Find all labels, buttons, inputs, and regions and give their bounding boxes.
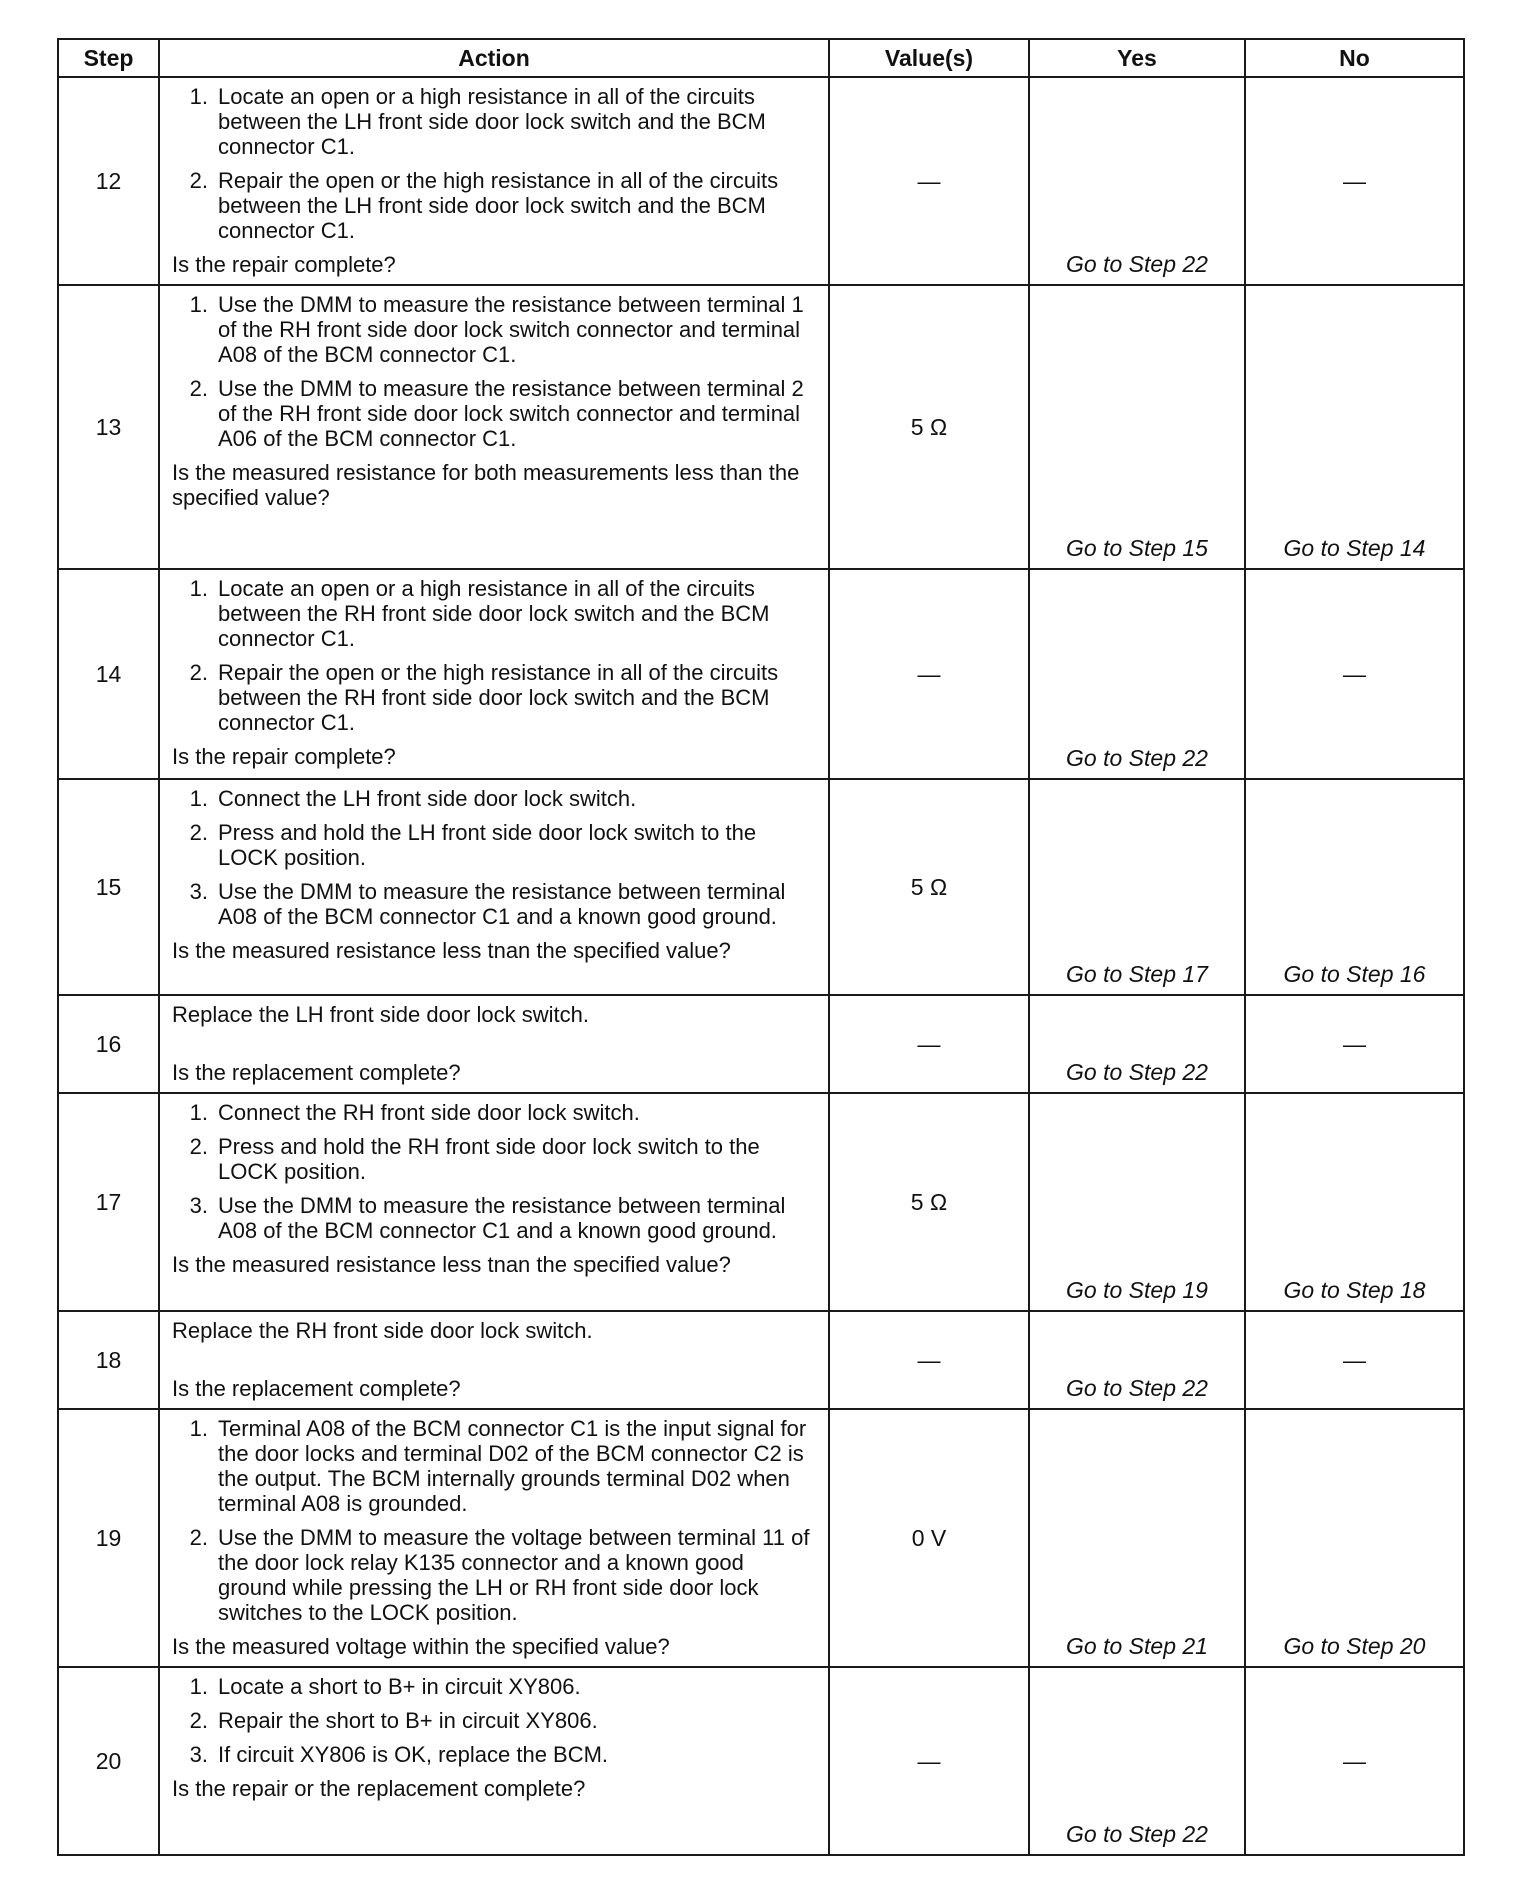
action-step-text: Use the DMM to measure the resistance between terminal A08 of the BCM connector C1 and a known good ground. xyxy=(218,879,786,929)
header-action: Action xyxy=(159,39,829,77)
table-row xyxy=(58,1667,1464,1855)
action-cell xyxy=(159,1093,829,1311)
yes-cell: Go to Step 19 xyxy=(1029,1093,1245,1311)
action-step-number: 3. xyxy=(189,1193,208,1218)
no-cell: — xyxy=(1245,77,1464,285)
yes-cell: Go to Step 17 xyxy=(1029,779,1245,995)
action-step xyxy=(172,576,816,651)
action-step-text: Use the DMM to measure the resistance between terminal 2 of the RH front side door lock switch connector and terminal A06 of the BCM connector C1. xyxy=(218,376,804,451)
table-row xyxy=(58,779,1464,995)
no-cell: Go to Step 14 xyxy=(1245,285,1464,569)
action-step-number: 1. xyxy=(189,786,208,811)
action-step-text: If circuit XY806 is OK, replace the BCM. xyxy=(218,1742,609,1767)
action-step-text: Use the DMM to measure the voltage between terminal 11 of the door lock relay K135 connector and a known good ground while pressing the LH or RH front side door lock switches to the LOCK position. xyxy=(218,1525,810,1625)
action-step xyxy=(172,292,816,367)
action-step xyxy=(172,879,816,929)
step-number: 15 xyxy=(58,779,159,995)
action-steps-list xyxy=(172,292,816,451)
action-step xyxy=(172,1100,816,1125)
action-step xyxy=(172,1708,816,1733)
action-step-text: Connect the RH front side door lock switch. xyxy=(218,1100,640,1125)
action-step xyxy=(172,84,816,159)
action-steps-list xyxy=(172,576,816,735)
action-step-number: 1. xyxy=(189,84,208,109)
action-step-number: 1. xyxy=(189,292,208,317)
action-step-text: Terminal A08 of the BCM connector C1 is the input signal for the door locks and terminal D02 of the BCM connector C2 is the output. The BCM internally grounds terminal D02 when terminal A08 is grounded. xyxy=(218,1416,807,1516)
action-cell xyxy=(159,1311,829,1409)
no-cell: — xyxy=(1245,995,1464,1093)
no-cell: — xyxy=(1245,569,1464,779)
action-step xyxy=(172,1525,816,1625)
step-number: 16 xyxy=(58,995,159,1093)
action-instruction: Replace the RH front side door lock switch. xyxy=(172,1318,593,1343)
yes-cell: Go to Step 22 xyxy=(1029,77,1245,285)
action-steps-list xyxy=(172,1100,816,1243)
action-steps-list xyxy=(172,84,816,243)
action-step-number: 2. xyxy=(189,1708,208,1733)
action-step-text: Press and hold the LH front side door lock switch to the LOCK position. xyxy=(218,820,757,870)
table-row xyxy=(58,1311,1464,1409)
action-question: Is the replacement complete? xyxy=(172,1376,461,1401)
action-cell xyxy=(159,995,829,1093)
step-number: 14 xyxy=(58,569,159,779)
action-cell xyxy=(159,569,829,779)
action-cell xyxy=(159,779,829,995)
yes-cell: Go to Step 21 xyxy=(1029,1409,1245,1667)
action-step xyxy=(172,168,816,243)
action-step-number: 2. xyxy=(189,376,208,401)
diagnostic-table xyxy=(57,38,1465,1856)
table-row xyxy=(58,77,1464,285)
step-number: 19 xyxy=(58,1409,159,1667)
value-cell: — xyxy=(829,1311,1029,1409)
action-step xyxy=(172,820,816,870)
action-step xyxy=(172,1742,816,1767)
value-cell: — xyxy=(829,995,1029,1093)
table-body xyxy=(58,77,1464,1855)
yes-cell: Go to Step 22 xyxy=(1029,995,1245,1093)
action-step-number: 2. xyxy=(189,1134,208,1159)
action-step-number: 1. xyxy=(189,576,208,601)
step-number: 12 xyxy=(58,77,159,285)
action-step-text: Repair the open or the high resistance in all of the circuits between the RH front side door lock switch and the BCM connector C1. xyxy=(218,660,779,735)
action-step xyxy=(172,1416,816,1516)
action-step-number: 1. xyxy=(189,1100,208,1125)
no-cell: — xyxy=(1245,1311,1464,1409)
action-step xyxy=(172,1134,816,1184)
action-step-number: 2. xyxy=(189,1525,208,1550)
action-question: Is the measured resistance less tnan the specified value? xyxy=(172,1252,731,1277)
action-steps-list xyxy=(172,1674,816,1767)
action-cell xyxy=(159,77,829,285)
header-no: No xyxy=(1245,39,1464,77)
action-question: Is the measured voltage within the specified value? xyxy=(172,1634,670,1659)
action-cell xyxy=(159,1409,829,1667)
yes-cell: Go to Step 22 xyxy=(1029,569,1245,779)
action-step xyxy=(172,1193,816,1243)
table-row xyxy=(58,1093,1464,1311)
action-step-number: 2. xyxy=(189,168,208,193)
action-step xyxy=(172,376,816,451)
action-step-text: Use the DMM to measure the resistance between terminal A08 of the BCM connector C1 and a known good ground. xyxy=(218,1193,786,1243)
action-step xyxy=(172,660,816,735)
action-step-text: Use the DMM to measure the resistance between terminal 1 of the RH front side door lock switch connector and terminal A08 of the BCM connector C1. xyxy=(218,292,804,367)
table-row xyxy=(58,285,1464,569)
value-cell: 5 Ω xyxy=(829,285,1029,569)
action-question: Is the measured resistance less tnan the specified value? xyxy=(172,938,731,963)
header-yes: Yes xyxy=(1029,39,1245,77)
no-cell: — xyxy=(1245,1667,1464,1855)
no-cell: Go to Step 18 xyxy=(1245,1093,1464,1311)
step-number: 17 xyxy=(58,1093,159,1311)
value-cell: 5 Ω xyxy=(829,1093,1029,1311)
yes-cell: Go to Step 22 xyxy=(1029,1667,1245,1855)
action-step-number: 3. xyxy=(189,879,208,904)
action-question: Is the measured resistance for both measurements less than the specified value? xyxy=(172,460,800,510)
action-steps-list xyxy=(172,1416,816,1625)
action-question: Is the repair complete? xyxy=(172,252,396,277)
value-cell: 5 Ω xyxy=(829,779,1029,995)
action-question: Is the repair or the replacement complete? xyxy=(172,1776,586,1801)
action-step-number: 2. xyxy=(189,660,208,685)
no-cell: Go to Step 16 xyxy=(1245,779,1464,995)
table-row xyxy=(58,995,1464,1093)
action-step-text: Locate a short to B+ in circuit XY806. xyxy=(218,1674,581,1699)
value-cell: — xyxy=(829,77,1029,285)
action-steps-list xyxy=(172,786,816,929)
action-question: Is the replacement complete? xyxy=(172,1060,461,1085)
action-step-number: 1. xyxy=(189,1674,208,1699)
step-number: 13 xyxy=(58,285,159,569)
action-instruction: Replace the LH front side door lock switch. xyxy=(172,1002,589,1027)
action-cell xyxy=(159,1667,829,1855)
header-step: Step xyxy=(58,39,159,77)
action-step-text: Repair the short to B+ in circuit XY806. xyxy=(218,1708,598,1733)
action-step-number: 1. xyxy=(189,1416,208,1441)
action-step-number: 3. xyxy=(189,1742,208,1767)
action-step-text: Repair the open or the high resistance in all of the circuits between the LH front side door lock switch and the BCM connector C1. xyxy=(218,168,779,243)
table-row xyxy=(58,1409,1464,1667)
action-step-text: Connect the LH front side door lock switch. xyxy=(218,786,637,811)
header-row xyxy=(58,39,1464,77)
value-cell: 0 V xyxy=(829,1409,1029,1667)
action-step-text: Press and hold the RH front side door lock switch to the LOCK position. xyxy=(218,1134,760,1184)
step-number: 18 xyxy=(58,1311,159,1409)
table-row xyxy=(58,569,1464,779)
action-step-text: Locate an open or a high resistance in all of the circuits between the LH front side door lock switch and the BCM connector C1. xyxy=(218,84,766,159)
action-cell xyxy=(159,285,829,569)
value-cell: — xyxy=(829,1667,1029,1855)
step-number: 20 xyxy=(58,1667,159,1855)
yes-cell: Go to Step 15 xyxy=(1029,285,1245,569)
action-step xyxy=(172,786,816,811)
action-question: Is the repair complete? xyxy=(172,744,396,769)
action-step xyxy=(172,1674,816,1699)
yes-cell: Go to Step 22 xyxy=(1029,1311,1245,1409)
action-step-text: Locate an open or a high resistance in all of the circuits between the RH front side door lock switch and the BCM connector C1. xyxy=(218,576,770,651)
action-step-number: 2. xyxy=(189,820,208,845)
header-values: Value(s) xyxy=(829,39,1029,77)
value-cell: — xyxy=(829,569,1029,779)
no-cell: Go to Step 20 xyxy=(1245,1409,1464,1667)
